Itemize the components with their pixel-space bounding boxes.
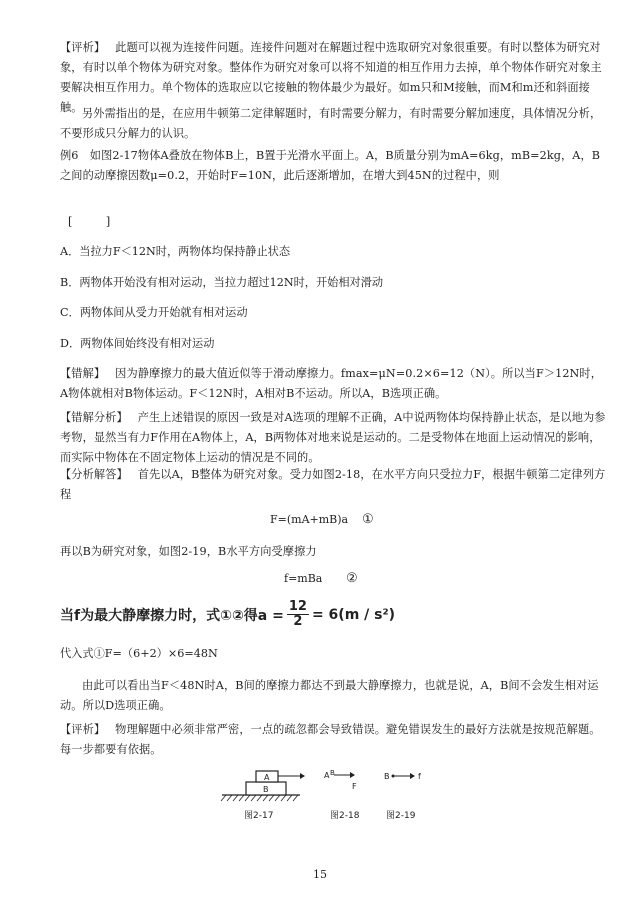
fig18-a-label: A (324, 771, 330, 780)
option-b: B．两物体开始没有相对运动，当拉力超过12N时，开始相对滑动 (60, 276, 384, 289)
equation-1-number: ① (362, 512, 374, 527)
fraction-denominator: 2 (293, 614, 303, 629)
wrong-solution-text: 因为静摩擦力的最大值近似等于滑动摩擦力。fmax=μN=0.2×6=12（N）。所以当F＞12N时，A物体就相对B物体运动。F＜12N时，A相对B不运动。所以A，B选项正确。 (60, 367, 603, 400)
equation-1: F=(mA+mB)a (270, 513, 349, 526)
analysis-solution-text: 首先以A，B整体为研究对象。受力如图2-18，在水平方向只受拉力F，根据牛顿第二定律列方程 (60, 468, 606, 501)
error-analysis-text: 产生上述错误的原因一致是对A选项的理解不正确，A中说两物体均保持静止状态，是以地为参考物，显然当有力F作用在A物体上，A，B两物体对地来说是运动的。二是受物体在地面上运动情况的影响，而实际中物体在不固定物体上运动的情况是不同的。 (60, 411, 606, 464)
fig19-arrowhead (410, 773, 415, 779)
figure-2-17-label: 图2-17 (244, 811, 274, 821)
fig18-force-label: F (352, 782, 357, 791)
final-commentary-text: 物理解题中必须非常严密，一点的疏忽都会导致错误。避免错误发生的最好方法就是按规范解题。每一步都要有依据。 (60, 723, 601, 756)
fig18-arrowhead (350, 772, 355, 778)
figure-2-18-label: 图2-18 (330, 811, 360, 821)
page-number: 15 (313, 868, 327, 881)
equation-2: f=mBa (284, 572, 323, 585)
equation-2-number: ② (346, 571, 358, 586)
wrong-solution-tag: 【错解】 (60, 367, 106, 380)
b-object-paragraph: 再以B为研究对象，如图2-19，B水平方向受摩擦力 (60, 545, 317, 558)
block-a-label: A (264, 773, 270, 782)
equation-lead-text: 当f为最大静摩擦力时，式①②得a = (60, 607, 284, 624)
figure-2-19 (384, 772, 421, 821)
equation-result: = 6(m / s²) (311, 606, 396, 623)
answer-bracket: [ ] (68, 215, 111, 228)
final-commentary-tag: 【评析】 (60, 723, 106, 736)
ground-hatching (221, 795, 298, 801)
figure-2-19-label: 图2-19 (386, 811, 416, 821)
block-b-label: B (263, 785, 269, 794)
error-analysis-tag: 【错解分析】 (60, 411, 128, 424)
fig19-b-label: B (384, 772, 390, 781)
analysis-solution-tag: 【分析解答】 (60, 468, 128, 481)
commentary-tag: 【评析】 (60, 41, 106, 54)
pull-force-arrowhead (300, 773, 305, 779)
fraction-numerator: 12 (288, 599, 307, 614)
option-c: C．两物体间从受力开始就有相对运动 (60, 306, 248, 319)
fig19-friction-label: f (418, 772, 421, 781)
conclusion-paragraph: 由此可以看出当F＜48N时A，B间的摩擦力都达不到最大静摩擦力，也就是说，A，B间不会发生相对运动。所以D选项正确。 (60, 679, 599, 712)
note-paragraph: 另外需指出的是，在应用牛顿第二定律解题时，有时需要分解力，有时需要分解加速度，具体情况分析，不要形成只分解力的认识。 (60, 107, 602, 140)
figure-2-18 (324, 769, 360, 821)
commentary-text: 此题可以视为连接件问题。连接件问题对在解题过程中选取研究对象很重要。有时以整体为研究对象，有时以单个物体为研究对象。整体作为研究对象可以将不知道的相互作用力去掉，单个物体作研究对象主要解决相互作用力。单个物体的选取应以它接触的物体最少为最好。如m只和M接触，而M和m还和斜面接触。 (60, 41, 602, 114)
figure-2-17 (221, 771, 305, 821)
example-6-paragraph: 例6 如图2-17物体A叠放在物体B上，B置于光滑水平面上。A，B质量分别为mA=6kg，mB=2kg，A，B之间的动摩擦因数μ=0.2，开始时F=10N，此后逐渐增加，在增大到45N的过程中，则 (60, 149, 601, 182)
fig18-b-label: B (330, 769, 335, 777)
substitution-line: 代入式①F=（6+2）×6=48N (60, 647, 218, 660)
option-d: D．两物体间始终没有相对运动 (60, 337, 215, 350)
option-a: A．当拉力F＜12N时，两物体均保持静止状态 (60, 245, 291, 258)
